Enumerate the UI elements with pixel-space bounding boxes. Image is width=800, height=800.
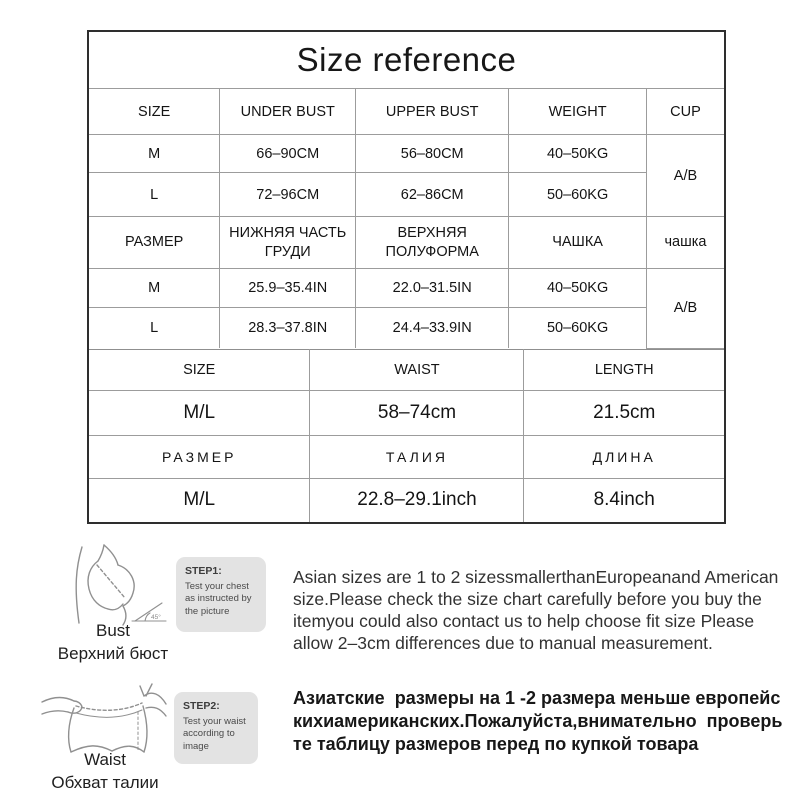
bust-label [33,619,193,665]
header-size: SIZE [89,89,220,135]
size-l: L [89,173,220,217]
step1-text: Test your chest as instructed by the picture [185,581,252,617]
note-russian: Азиатские размеры на 1 -2 размера меньше европейскихиамериканских.Пожалуйста,внимательно проверьте таблицу размеров перед по купкой товара [293,688,783,754]
page-title: Size reference [89,32,724,89]
waist-in: 22.8–29.1inch [310,478,524,522]
waist-cm: 58–74cm [310,390,524,435]
weight-m-in: 40–50KG [509,269,647,308]
header-ru-cup-col: ЧАШКА [509,217,647,269]
header-upper-bust: UPPER BUST [356,89,509,135]
note-english: Asian sizes are 1 to 2 sizessmallerthanEuropeanand American size.Please check the size chart carefully before you buy the itemyou could also contact us to help choose fit size Please allow 2–3cm differences due to manual measurement. [293,567,779,653]
header-size-2: SIZE [89,349,310,390]
upper-bust-l-in: 24.4–33.9IN [356,308,509,349]
weight-l-cm: 50–60KG [509,173,647,217]
step1-box [176,557,266,632]
upper-bust-m-cm: 56–80CM [356,135,509,173]
table-row [89,269,724,308]
header-ru-waist: ТАЛИЯ [310,435,524,478]
waist-label-en: Waist [84,750,126,769]
header-ru-cup: чашка [646,217,724,269]
length-cm: 21.5cm [524,390,724,435]
table-row [89,390,724,435]
step2-text: Test your waist according to image [183,716,246,752]
table-row [89,308,724,349]
waist-measure-illustration [40,682,170,754]
size-l-in: L [89,308,220,349]
header-waist: WAIST [310,349,524,390]
upper-bust-m-in: 22.0–31.5IN [356,269,509,308]
header-cup: CUP [646,89,724,135]
header-ru-length: ДЛИНА [524,435,724,478]
bust-measure-illustration [48,543,172,627]
table-row [89,435,724,478]
size-tables [87,30,726,524]
header-ru-under-bust: НИЖНЯЯ ЧАСТЬ ГРУДИ [220,217,356,269]
header-ru-size: РАЗМЕР [89,217,220,269]
under-bust-l-in: 28.3–37.8IN [220,308,356,349]
header-ru-size-2: РАЗМЕР [89,435,310,478]
waist-label [25,748,185,794]
waist-figure-icon [40,682,170,754]
table-row [89,135,724,173]
header-ru-upper-bust: ВЕРХНЯЯ ПОЛУФОРМА [356,217,509,269]
under-bust-l-cm: 72–96CM [220,173,356,217]
step1-title: STEP1: [185,565,222,577]
bust-label-en: Bust [95,621,131,640]
table-row [89,478,724,522]
header-length: LENGTH [524,349,724,390]
header-weight: WEIGHT [509,89,647,135]
table-row [89,173,724,217]
bra-size-table [89,32,724,349]
waist-label-ru: Обхват талии [51,773,159,792]
length-in: 8.4inch [524,478,724,522]
size-m-in: M [89,269,220,308]
under-bust-m-cm: 66–90CM [220,135,356,173]
step2-box [174,692,258,764]
bust-figure-icon [48,543,172,627]
size-m: M [89,135,220,173]
under-bust-m-in: 25.9–35.4IN [220,269,356,308]
bust-label-ru: Верхний бюст [57,644,169,663]
cup-value-cm: A/B [646,135,724,217]
cup-value-in: A/B [646,269,724,349]
size-ml-in: M/L [89,478,310,522]
angle-label: 45° [151,614,161,621]
upper-bust-l-cm: 62–86CM [356,173,509,217]
bottoms-size-table [89,349,724,522]
weight-l-in: 50–60KG [509,308,647,349]
header-under-bust: UNDER BUST [220,89,356,135]
weight-m-cm: 40–50KG [509,135,647,173]
step2-title: STEP2: [183,700,220,712]
size-ml-cm: M/L [89,390,310,435]
table-row [89,217,724,269]
